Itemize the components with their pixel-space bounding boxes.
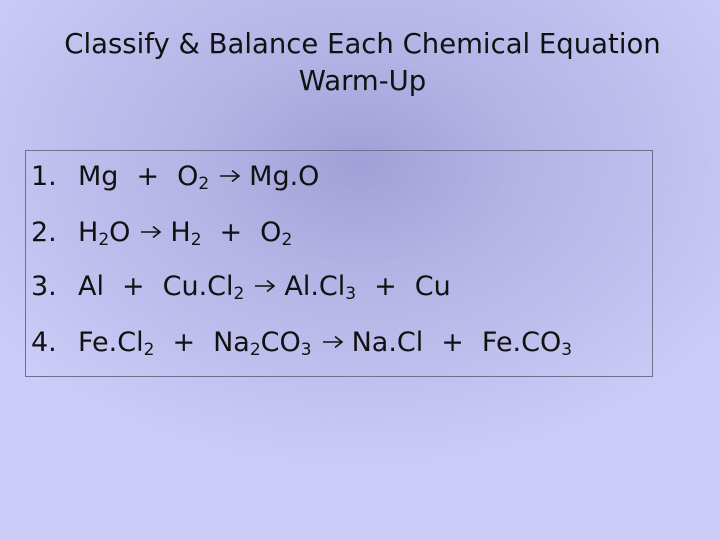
subscript: 2 — [98, 230, 110, 250]
right-arrow-icon — [140, 225, 162, 239]
plus-sign: + — [121, 271, 145, 302]
equation-number: 2. — [31, 217, 57, 248]
product: Na.Cl — [351, 327, 424, 358]
plus-sign: + — [219, 217, 243, 248]
right-arrow-icon — [254, 279, 276, 293]
product: O — [260, 217, 282, 248]
right-arrow-icon — [322, 335, 344, 349]
right-arrow-icon — [219, 169, 241, 183]
equation-number: 4. — [31, 327, 57, 358]
product: Cu — [414, 271, 451, 302]
subscript: 3 — [300, 340, 312, 360]
subscript: 2 — [198, 174, 210, 194]
equation-2 — [31, 217, 292, 249]
subscript: 2 — [143, 340, 155, 360]
subscript: 2 — [281, 230, 293, 250]
reactant: Mg — [78, 161, 119, 192]
equation-3 — [31, 271, 451, 303]
equation-4 — [31, 327, 572, 359]
plus-sign: + — [374, 271, 397, 302]
plus-sign: + — [172, 327, 196, 358]
product: Fe.CO — [481, 327, 562, 358]
equation-number: 1. — [31, 161, 57, 192]
reactant: O — [109, 217, 131, 248]
subscript: 3 — [345, 284, 357, 304]
title-line-1: Classify & Balance Each Chemical Equation — [64, 28, 661, 60]
title-line-2: Warm-Up — [298, 65, 427, 97]
product: Mg.O — [249, 161, 320, 192]
subscript: 2 — [233, 284, 245, 304]
reactant: Fe.Cl — [78, 327, 144, 358]
reactant: Na — [213, 327, 250, 358]
plus-sign: + — [441, 327, 464, 358]
subscript: 3 — [561, 340, 573, 360]
product: Al.Cl — [284, 271, 346, 302]
reactant: O — [177, 161, 199, 192]
reactant: Cu.Cl — [162, 271, 234, 302]
equation-number: 3. — [31, 271, 57, 302]
reactant: Al — [78, 271, 104, 302]
product: H — [170, 217, 191, 248]
slide-title — [0, 26, 720, 100]
subscript: 2 — [249, 340, 261, 360]
plus-sign: + — [136, 161, 160, 192]
equation-1 — [31, 161, 319, 193]
subscript: 2 — [190, 230, 202, 250]
equation-list — [25, 150, 653, 377]
reactant: H — [78, 217, 99, 248]
reactant: CO — [260, 327, 301, 358]
